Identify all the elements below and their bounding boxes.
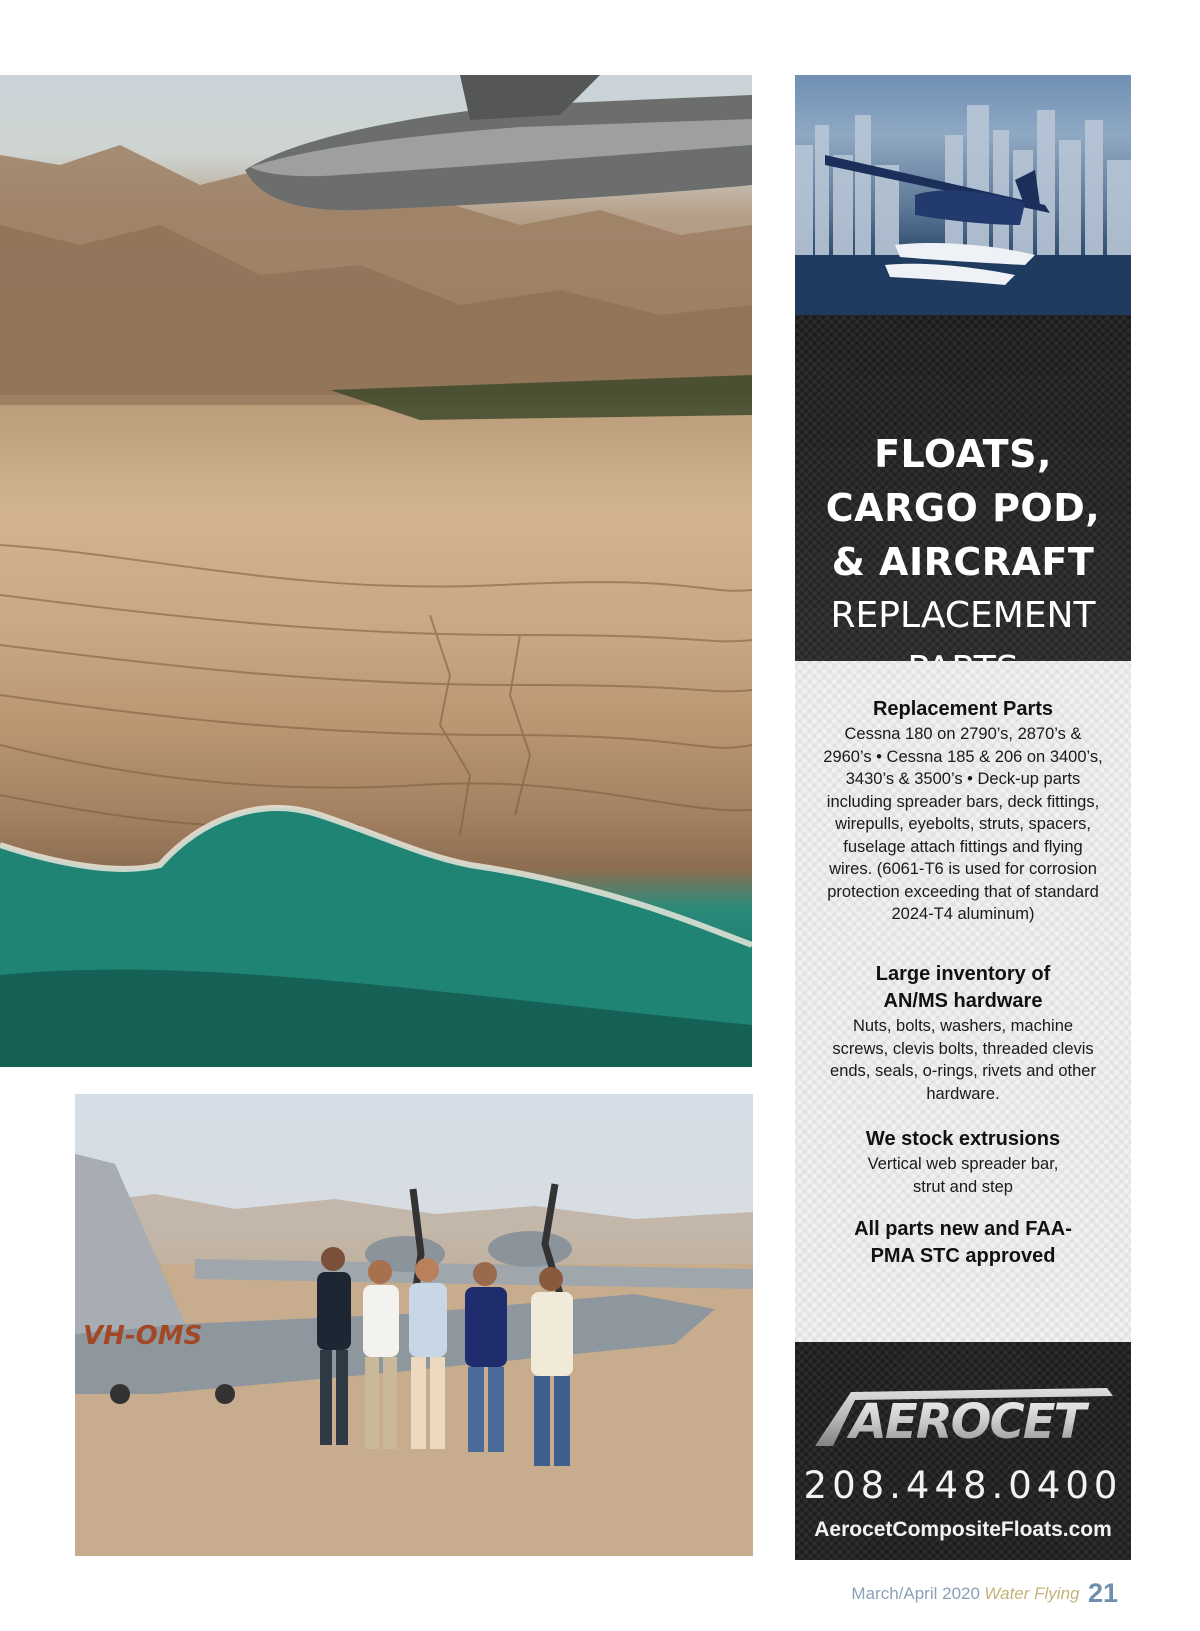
aerial-photo-art (0, 75, 752, 1067)
section-body: Vertical web spreader bar, strut and step (867, 1155, 1059, 1196)
website-url[interactable]: AerocetCompositeFloats.com (814, 1518, 1112, 1541)
folio-date: March/April 2020 (851, 1584, 980, 1603)
headline-line-4: REPLACEMENT (830, 595, 1096, 636)
ad-photo-art (795, 75, 1131, 315)
section-body: Nuts, bolts, washers, machine screws, clevis bolts, threaded clevis ends, seals, o-rings, rivets and other hardware. (830, 1017, 1096, 1103)
section-replacement-parts (823, 696, 1103, 926)
tail-registration: VH-OMS (83, 1321, 203, 1351)
section-title: All parts new and FAA-PMA STC approved (854, 1218, 1072, 1267)
section-an-ms-hardware (823, 961, 1103, 1105)
section-extrusions (823, 1126, 1103, 1198)
section-faa-pma (823, 1216, 1103, 1270)
ad-photo-floatplane-city (795, 75, 1131, 315)
headline-line-1: FLOATS, (874, 432, 1052, 476)
group-photo (75, 1094, 753, 1556)
page-folio (851, 1578, 1118, 1609)
folio-magazine: Water Flying (984, 1584, 1080, 1603)
aerial-photo (0, 75, 752, 1067)
ad-body (795, 661, 1131, 1342)
section-title: We stock extrusions (865, 1128, 1061, 1150)
section-body: Cessna 180 on 2790’s, 2870’s & 2960’s • Cessna 185 & 206 on 3400’s, 3430’s & 3500’s • Deck-up parts including spreader bars, deck fittings, wirepulls, eyebolts, struts, spacers, fuselage attach fittings and flying wires. (6061-T6 is used for corrosion protection exceeding that of standard 2024-T4 aluminum) (823, 725, 1103, 923)
headline-line-2: CARGO POD, (825, 486, 1101, 530)
page-number: 21 (1087, 1578, 1118, 1608)
aerocet-advertisement (795, 75, 1131, 1560)
logo-wordmark: AEROCET (849, 1394, 1085, 1448)
section-title: Replacement Parts (872, 698, 1054, 720)
aerocet-logo (815, 1386, 1113, 1448)
group-photo-art (75, 1094, 753, 1556)
section-title: Large inventory of AN/MS hardware (875, 963, 1051, 1012)
phone-number: 208.448.0400 (803, 1464, 1123, 1507)
headline-line-3: & AIRCRAFT (831, 540, 1095, 584)
ad-footer (795, 1342, 1131, 1560)
ad-headline (795, 315, 1131, 661)
